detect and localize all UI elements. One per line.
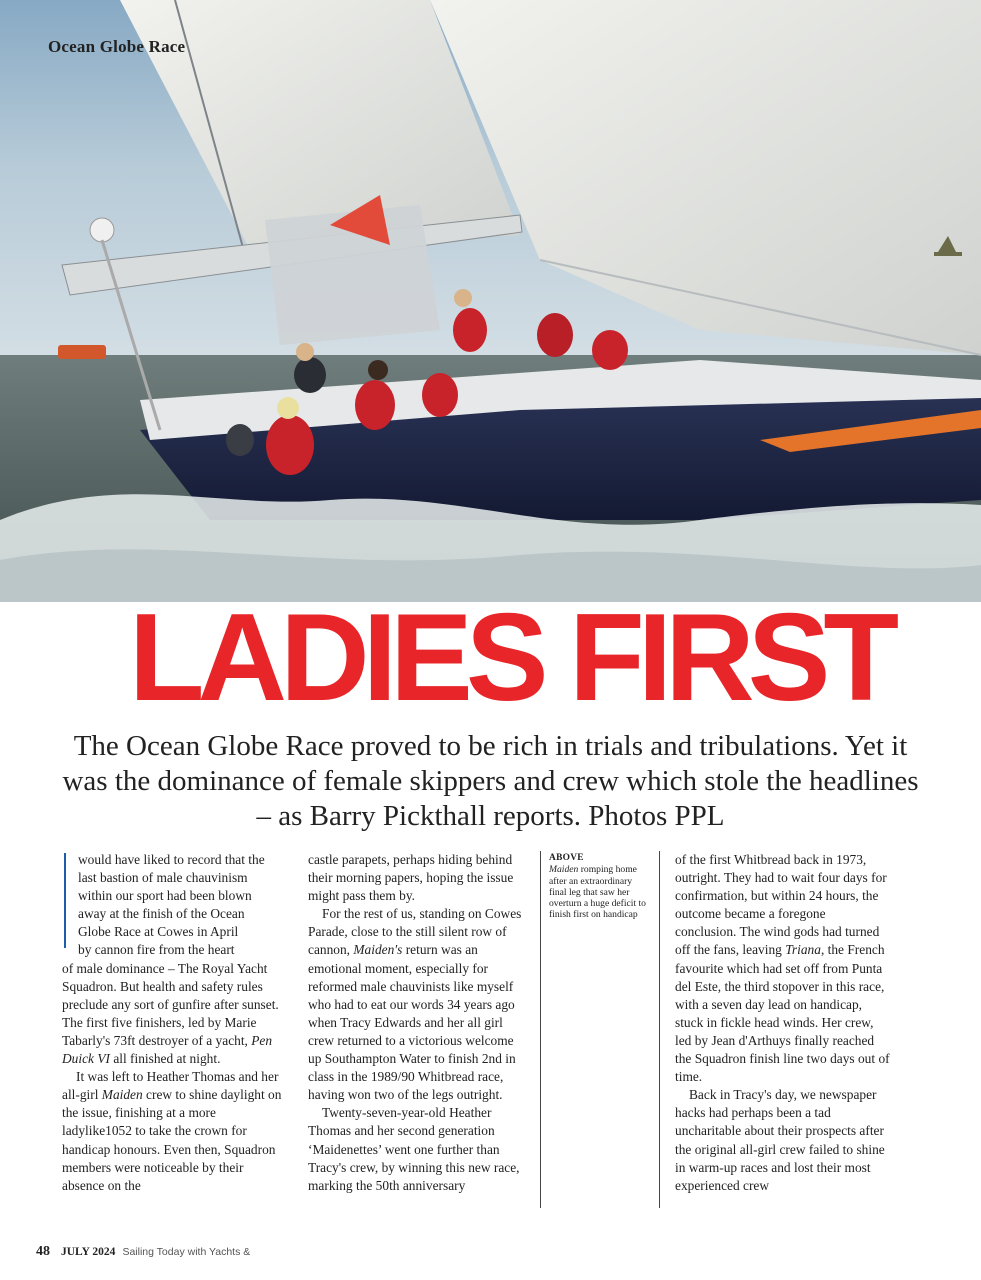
lead-line: away at the finish of the Ocean (78, 906, 245, 922)
standfirst: The Ocean Globe Race proved to be rich in trials and tribulations. Yet it was the dominance of female skippers and crew which stole the headlines – as Barry Pickthall reports. Photos PPL (62, 730, 919, 832)
lead-paragraph-indented (62, 851, 287, 960)
column-rule (540, 851, 541, 1208)
lead-line: by cannon fire from the heart (78, 942, 235, 958)
column-1 (62, 851, 287, 1195)
lead-line: would have liked to record that the (78, 852, 265, 867)
lead-line: last bastion of male chauvinism (78, 870, 248, 886)
body-paragraph: castle parapets, perhaps hiding behind their morning papers, hoping the issue might pass them by. (308, 852, 514, 904)
section-label: Ocean Globe Race (48, 37, 186, 56)
magazine-name: Sailing Today with Yachts & (122, 1246, 251, 1258)
body-paragraph: of male dominance – The Royal Yacht Squadron. But health and safety rules preclude any sort of gunfire after sunset. The first five finishers, led by Marie Tabarly's 73ft destroyer of a yacht, Pen Duick VI all finished at night. (62, 960, 279, 1067)
lead-line: within our sport had been blown (78, 888, 252, 904)
body-paragraph: For the rest of us, standing on Cowes Parade, close to the still silent row of cannon, Maiden's return was an emotional moment, especially for reformed male chauvinists like myself who had to eat our words 34 years ago when Tracy Edwards and her all girl crew returned to a victorious welcome up Southampton Water to finish 2nd in class in the 1989/90 Whitbread race, having won two of the legs outright. (308, 906, 522, 1103)
column-4 (675, 851, 890, 1195)
distant-boat (58, 345, 106, 359)
body-paragraph: Back in Tracy's day, we newspaper hacks had perhaps been a tad uncharitable about their prospects after the original all-girl crew failed to shine in warm-up races and lost their most experienced crew (675, 1087, 885, 1193)
column-2 (308, 851, 530, 1195)
yacht-illustration (0, 0, 981, 602)
issue-date: JULY 2024 (61, 1246, 116, 1258)
headline: LADIES FIRST (128, 589, 893, 727)
body-paragraph: It was left to Heather Thomas and her all-girl Maiden crew to shine daylight on the issue, finishing at a more ladylike1052 to take the crown for handicap honours. Even then, Squadron members were noticeable by their absence on the (62, 1069, 282, 1193)
body-paragraph: Twenty-seven-year-old Heather Thomas and her second generation ‘Maidenettes’ went one further than Tracy's crew, by winning this new race, marking the 50th anniversary (308, 1105, 520, 1193)
page-footer (36, 1244, 250, 1260)
photo-caption: ABOVE Maiden romping home after an extraordinary final leg that saw her overturn a huge deficit to finish first on handicap (549, 853, 651, 921)
column-rule (659, 851, 660, 1208)
hero-photo (0, 0, 981, 602)
page-number: 48 (36, 1244, 50, 1259)
lead-line: Globe Race at Cowes in April (78, 924, 239, 940)
caption-heading: ABOVE (549, 853, 584, 863)
body-paragraph: of the first Whitbread back in 1973, outright. They had to wait four days for confirmation, but within 24 hours, the outcome became a foregone conclusion. The wind gods had turned off the fans, leaving Triana, the French favourite which had set off from Punta del Este, the third stopover in this race, with a seven day lead on handicap, stuck in fickle head winds. Her crew, led by Jean d'Arthuys finally reached the Squadron finish line two days out of time. (675, 852, 890, 1085)
